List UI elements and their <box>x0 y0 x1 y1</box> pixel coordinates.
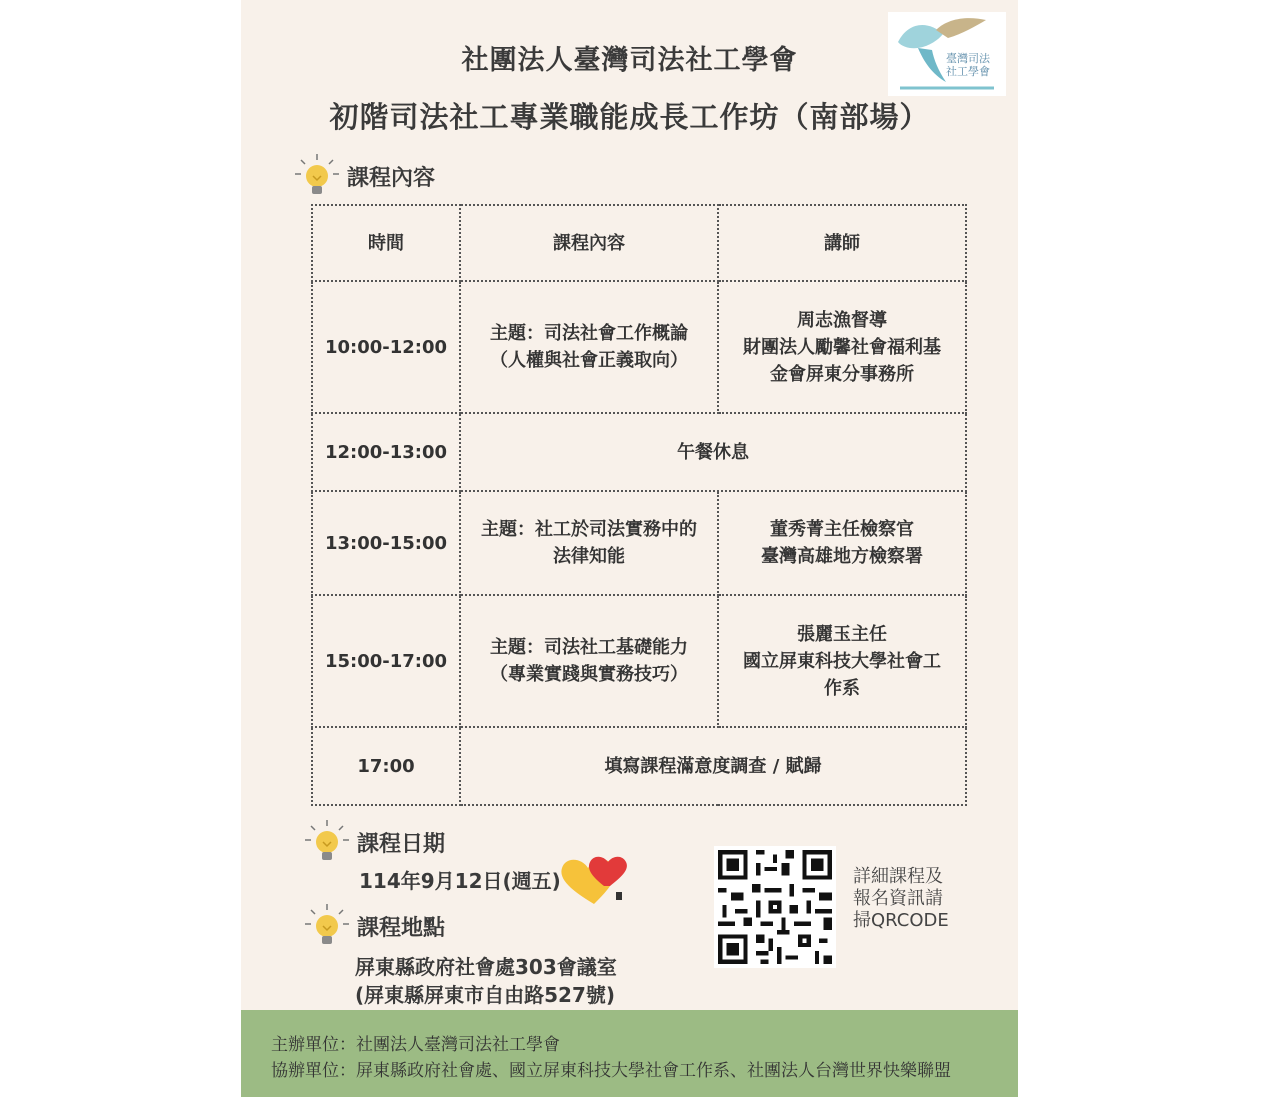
footer <box>241 1010 1018 1097</box>
table-row <box>312 413 966 491</box>
header-lecturer: 講師 <box>718 205 966 281</box>
row-time: 10:00-12:00 <box>312 281 460 413</box>
row-time: 12:00-13:00 <box>312 413 460 491</box>
table-row <box>312 595 966 727</box>
logo-text-line2: 社工學會 <box>946 65 990 78</box>
lecturer-line: 張麗玉主任 <box>797 623 887 645</box>
content-line: 主題：司法社會工作概論 <box>490 323 688 344</box>
row-lecturer <box>718 491 966 595</box>
row-lecturer <box>718 595 966 727</box>
lecturer-line: 作系 <box>824 677 860 699</box>
table-header-row <box>312 205 966 281</box>
lightbulb-icon <box>293 152 341 200</box>
course-section-header <box>293 152 435 200</box>
content-line: （人權與社會正義取向） <box>490 350 688 371</box>
table-row <box>312 491 966 595</box>
table-row <box>312 727 966 805</box>
lecturer-line: 董秀菁主任檢察官 <box>770 519 914 540</box>
row-lecturer <box>718 281 966 413</box>
qr-text-line: 報名資訊請 <box>853 888 943 909</box>
content-line: 主題：司法社工基礎能力 <box>490 637 688 658</box>
row-time: 13:00-15:00 <box>312 491 460 595</box>
lightbulb-icon <box>303 818 351 866</box>
qr-text-line: 詳細課程及 <box>853 866 943 887</box>
logo-text-line1: 臺灣司法 <box>946 52 990 65</box>
org-title: 社團法人臺灣司法社工學會 <box>461 45 798 76</box>
co-organizer-line: 協辦單位：屏東縣政府社會處、國立屏東科技大學社會工作系、社團法人台灣世界快樂聯盟 <box>271 1061 951 1081</box>
location-section-label: 課程地點 <box>357 915 446 941</box>
lecturer-line: 臺灣高雄地方檢察署 <box>761 546 923 567</box>
organizer-line: 主辦單位：社團法人臺灣司法社工學會 <box>271 1035 560 1055</box>
schedule-table <box>311 204 967 806</box>
heart-logo-icon <box>554 852 634 910</box>
lecturer-line: 周志漁督導 <box>797 309 887 331</box>
qr-text-line: 掃QRCODE <box>853 910 949 931</box>
row-time: 17:00 <box>312 727 460 805</box>
row-merged: 填寫課程滿意度調查 / 賦歸 <box>460 727 966 805</box>
content-line: 法律知能 <box>553 546 625 567</box>
course-section-label: 課程內容 <box>347 165 436 191</box>
location-section-header <box>303 902 445 950</box>
row-merged: 午餐休息 <box>460 413 966 491</box>
course-date: 114年9月12日(週五) <box>359 869 561 893</box>
content-line: （專業實踐與實務技巧） <box>490 664 688 685</box>
location-line: (屏東縣屏東市自由路527號) <box>355 983 616 1007</box>
date-section-header <box>303 818 445 866</box>
lecturer-line: 國立屏東科技大學社會工 <box>743 650 941 672</box>
poster <box>241 0 1018 1097</box>
lecturer-line: 財團法人勵馨社會福利基 <box>743 336 941 358</box>
table-row <box>312 281 966 413</box>
qr-code[interactable] <box>714 846 836 968</box>
row-content <box>460 491 718 595</box>
row-content <box>460 595 718 727</box>
course-location <box>355 953 617 1009</box>
qr-instructions <box>853 866 949 932</box>
row-content <box>460 281 718 413</box>
workshop-title: 初階司法社工專業職能成長工作坊（南部場） <box>329 100 930 134</box>
lightbulb-icon <box>303 902 351 950</box>
date-section-label: 課程日期 <box>357 831 446 857</box>
header-content: 課程內容 <box>460 205 718 281</box>
location-line: 屏東縣政府社會處303會議室 <box>355 955 617 979</box>
content-line: 主題：社工於司法實務中的 <box>481 519 697 540</box>
lecturer-line: 金會屏東分事務所 <box>770 363 914 385</box>
row-time: 15:00-17:00 <box>312 595 460 727</box>
header-time: 時間 <box>312 205 460 281</box>
